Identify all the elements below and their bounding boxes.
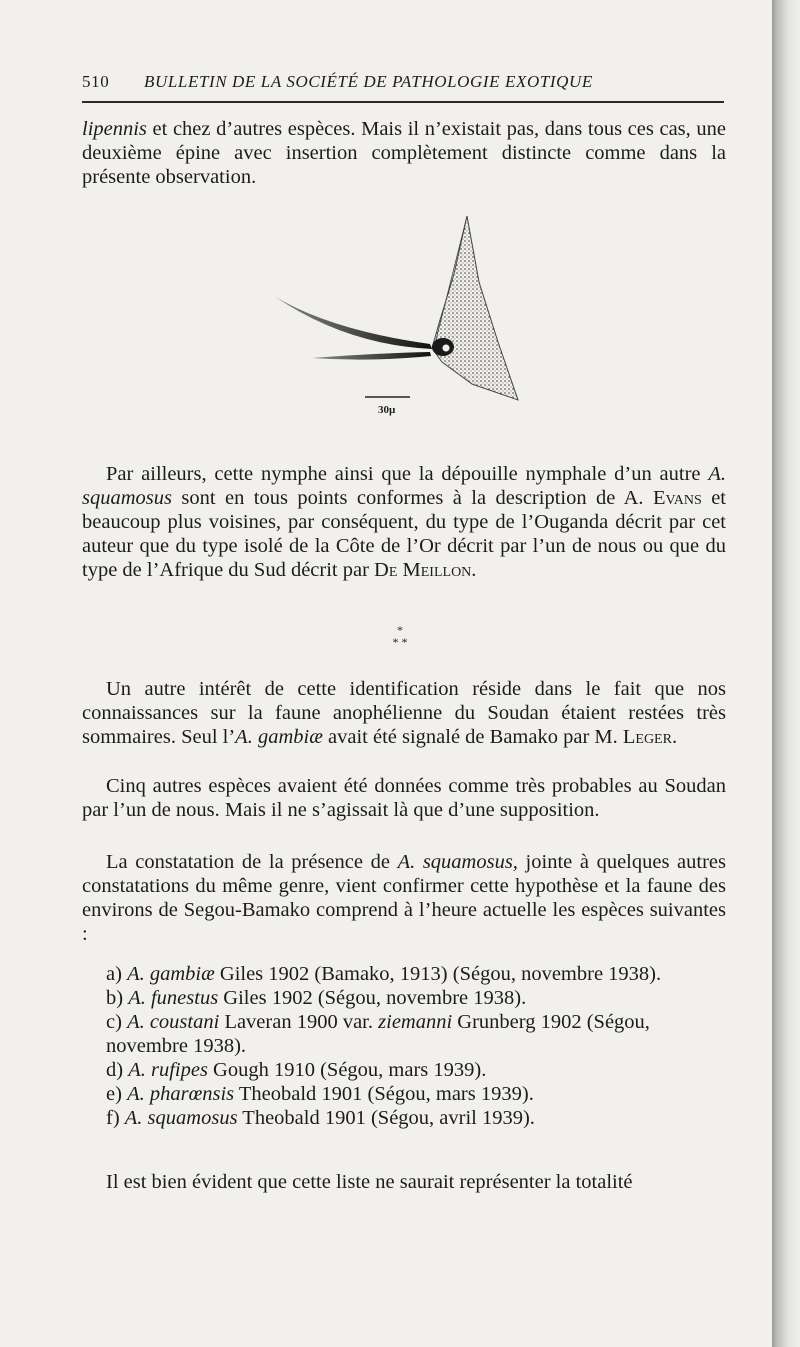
italic-species: A. gambiæ — [235, 726, 323, 748]
paragraph-3: Un autre intérêt de cette identification réside dans le fait que nos connaissances sur la faune anophélienne du Soudan étaient restées très sommaires. Seul l’A. gambiæ avait été signalé de Bamako par M. Leger. — [82, 678, 726, 748]
journal-title: BULLETIN DE LA SOCIÉTÉ DE PATHOLOGIE EXOTIQUE — [144, 72, 593, 91]
species-list — [82, 962, 726, 1130]
list-item: b) A. funestus Giles 1902 (Ségou, novembre 1938). — [106, 987, 527, 1009]
pupal-paddle-figure — [260, 212, 540, 427]
scale-label: 30µ — [378, 404, 396, 416]
author-name: De Meillon — [374, 559, 472, 581]
italic-species: A. squamosus, — [397, 851, 518, 873]
paddle-shape — [432, 216, 518, 400]
author-name: Evans — [652, 487, 702, 509]
paragraph-1 — [82, 117, 726, 189]
spine-2 — [312, 352, 431, 360]
paragraph-5: La constatation de la présence de A. squamosus, jointe à quelques autres constatations du même genre, vient confirmer cette hypothèse et la faune des environs de Segou-Bamako comprend à l’heure actuelle les espèces suivantes : — [82, 851, 726, 945]
section-separator: * * * — [392, 623, 408, 649]
list-item: e) A. pharœnsis Theobald 1901 (Ségou, mars 1939). — [106, 1083, 534, 1105]
spine-1 — [274, 296, 432, 349]
page-number: 510 — [82, 72, 110, 91]
last-line: Il est bien évident que cette liste ne saurait représenter la totalité — [106, 1171, 633, 1193]
list-item: d) A. rufipes Gough 1910 (Ségou, mars 1939). — [106, 1059, 487, 1081]
author-name: Leger — [622, 726, 672, 748]
list-item: c) A. coustani Laveran 1900 var. ziemanni Grunberg 1902 (Ségou, novembre 1938). — [106, 1011, 650, 1057]
italic-species: lipennis — [82, 118, 147, 140]
header-rule — [82, 101, 724, 103]
paragraph-4: Cinq autres espèces avaient été données comme très probables au Soudan par l’un de nous. Mais il ne s’agissait là que d’une supposition. — [82, 775, 726, 821]
list-item: f) A. squamosus Theobald 1901 (Ségou, avril 1939). — [106, 1107, 535, 1129]
page-edge-shadow — [772, 0, 800, 1347]
italic-species: A. squamosus — [82, 463, 726, 509]
paragraph-text: et chez d’autres espèces. Mais il n’existait pas, dans tous ces cas, une deuxième épine avec insertion complètement distincte comme dans la présente observation. — [82, 118, 726, 188]
running-header — [82, 72, 724, 96]
paragraph-2: Par ailleurs, cette nymphe ainsi que la dépouille nymphale d’un autre A. squamosus sont en tous points conformes à la description de A. Evans et beaucoup plus voisines, par conséquent, du type de l’Ouganda décrit par cet auteur que du type isolé de la Côte de l’Or décrit par l’un de nous ou que du type de l’Afrique du Sud décrit par De Meillon. — [82, 463, 726, 581]
list-item: a) A. gambiæ Giles 1902 (Bamako, 1913) (Ségou, novembre 1938). — [106, 963, 662, 985]
